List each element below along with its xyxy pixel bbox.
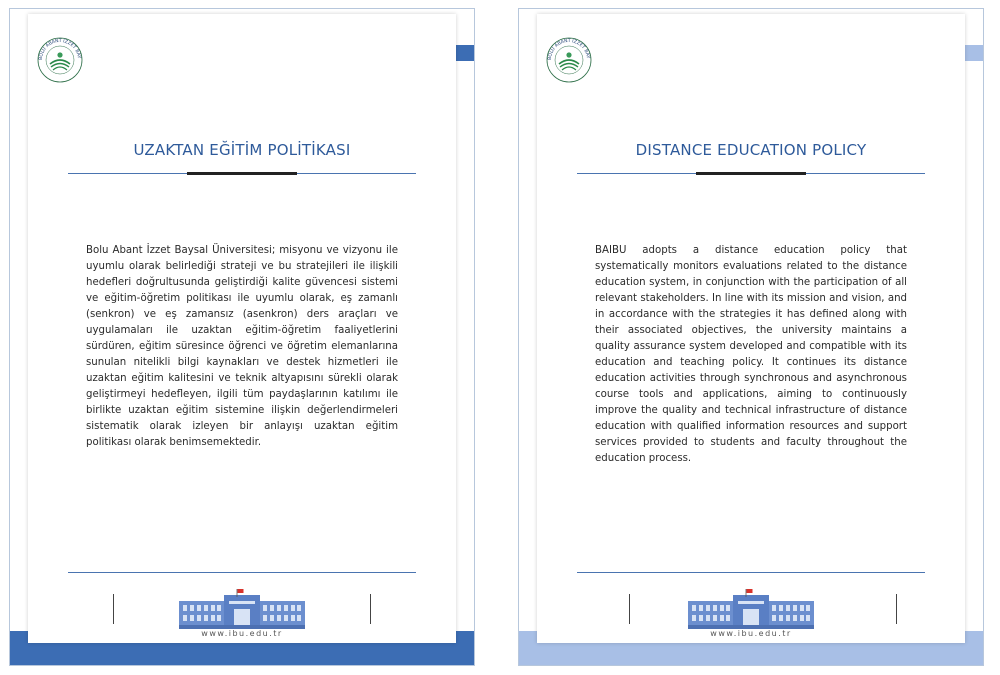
- page-title: DISTANCE EDUCATION POLICY: [635, 141, 867, 159]
- university-building-icon: [688, 589, 814, 629]
- policy-page-english: [518, 8, 984, 666]
- policy-text: BAIBU adopts a distance education policy that systematically monitors evaluations related to the distance education system, in conjunction with the participation of all relevant stakeholders. In line with its mission and vision, and in accordance with the strategies it has defined along with their associated objectives, the university maintains a quality assurance system developed and compatible with its education and teaching policy. It continues its distance education activities through synchronous and asynchronous course tools and applications, aiming to continuously improve the quality and technical infrastructure of distance education with qualified information resources and support services provided to students and faculty throughout the education process.: [595, 245, 907, 464]
- policy-page-turkish: [9, 8, 475, 666]
- page-sheet: [28, 14, 456, 643]
- seal-text: BOLU ABANT İZZET BAY: [38, 38, 81, 61]
- footer-left-rule: [629, 594, 630, 624]
- website-url: www.ibu.edu.tr: [201, 629, 283, 638]
- policy-text: Bolu Abant İzzet Baysal Üniversitesi; misyonu ve vizyonu ile uyumlu olarak belirlediği strateji ve bu stratejileri ile ilişkili hedefleri doğrultusunda geliştirdiği kalite güvencesi sistemi ve eğitim-öğretim politikası ile uyumlu olarak, eş zamanlı (senkron) ve eş zamansız (asenkron) ders araçları ve uygulamaları ile uzaktan eğitim-öğretim faaliyetlerini sürdüren, eğitim süresince öğrenci ve öğretim elemanlarına sunulan nitelikli bilgi kaynakları ve destek hizmetleri ile uzaktan eğitim kalitesini ve teknik altyapısını sürekli olarak geliştirmeyi hedefleyen, ilgili tüm paydaşlarının katılımı ile birlikte uzaktan eğitim sistemine ilişkin değerlendirmeleri sistematik olarak izleyen bir anlayışı uzaktan eğitim politikası olarak benimsemektedir.: [86, 245, 398, 448]
- university-building-icon: [179, 589, 305, 629]
- website-url: www.ibu.edu.tr: [710, 629, 792, 638]
- title-divider: [68, 173, 416, 174]
- title-divider: [577, 173, 925, 174]
- footer-divider: [68, 572, 416, 573]
- footer-right-rule: [370, 594, 371, 624]
- seal-text: BOLU ABANT İZZET BAY: [547, 38, 590, 61]
- footer-right-rule: [896, 594, 897, 624]
- university-seal-icon: [36, 36, 84, 84]
- page-title: UZAKTAN EĞİTİM POLİTİKASI: [133, 141, 351, 159]
- footer-left-rule: [113, 594, 114, 624]
- page-sheet: [537, 14, 965, 643]
- university-seal-icon: [545, 36, 593, 84]
- footer-divider: [577, 572, 925, 573]
